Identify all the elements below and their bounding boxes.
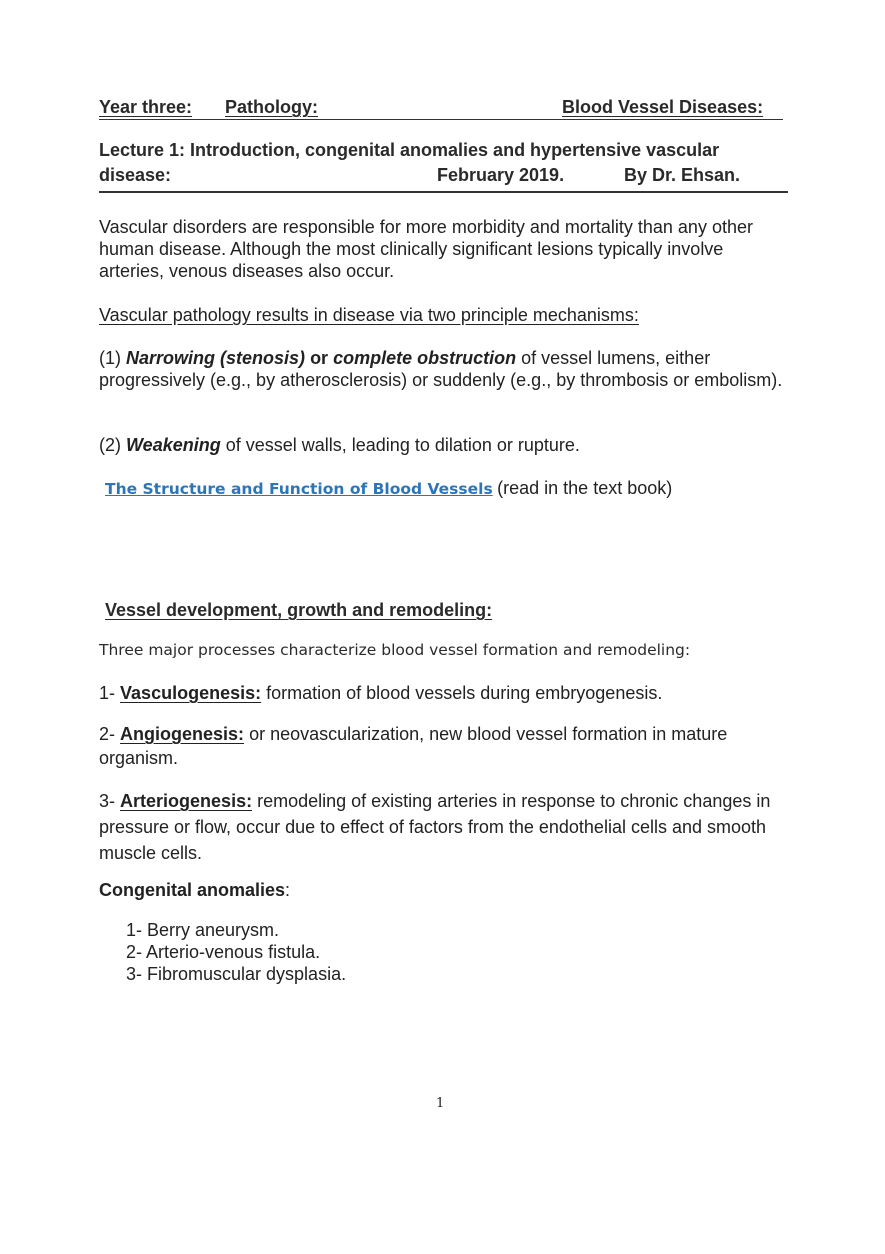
process-item-1 xyxy=(99,682,799,704)
process-3-number: 3- xyxy=(99,791,116,811)
mechanism-2-term: Weakening xyxy=(126,435,221,455)
topic-label: Blood Vessel Diseases: xyxy=(562,97,764,117)
header-underline xyxy=(99,119,783,120)
development-lead: Three major processes characterize blood vessel formation and remodeling: xyxy=(99,641,691,659)
congenital-colon: : xyxy=(285,880,291,900)
lecture-date: February 2019. xyxy=(437,165,565,185)
process-3-term: Arteriogenesis: xyxy=(120,791,253,811)
mechanism-1-term-obstruction: complete obstruction xyxy=(333,348,517,368)
mechanism-1-text: of vessel lumens, either progressively (e.g., by atherosclerosis) or suddenly (e.g., by thrombosis or embolism). xyxy=(99,348,783,390)
page-number: 1 xyxy=(436,1096,445,1111)
title-rule xyxy=(99,191,788,193)
congenital-list xyxy=(126,919,346,985)
process-2-number: 2- xyxy=(99,724,116,744)
lecture-title-cont: disease: xyxy=(99,165,172,185)
process-item-3 xyxy=(99,788,789,866)
intro-paragraph: Vascular disorders are responsible for more morbidity and mortality than any other human disease. Although the most clinically significant lesions typically involve arteries, venous diseases also occur. xyxy=(99,217,753,281)
subject-label: Pathology: xyxy=(225,97,318,117)
list-item: 3- Fibromuscular dysplasia. xyxy=(126,964,347,984)
mechanism-1-term-narrowing: Narrowing (stenosis) xyxy=(126,348,306,368)
list-item: 2- Arterio-venous fistula. xyxy=(126,942,321,962)
development-heading: Vessel development, growth and remodeling: xyxy=(105,600,493,620)
mechanisms-heading: Vascular pathology results in disease via two principle mechanisms: xyxy=(99,305,639,325)
reference-note: (read in the text book) xyxy=(497,478,673,498)
process-2-term: Angiogenesis: xyxy=(120,724,245,744)
year-label: Year three: xyxy=(99,97,193,117)
mechanism-1-number: (1) xyxy=(99,348,121,368)
process-2-text: or neovascularization, new blood vessel formation in mature organism. xyxy=(99,724,728,768)
mechanism-2-text: of vessel walls, leading to dilation or rupture. xyxy=(225,435,580,455)
mechanism-1-or: or xyxy=(310,348,329,368)
process-1-term: Vasculogenesis: xyxy=(120,683,262,703)
process-3-text: remodeling of existing arteries in response to chronic changes in pressure or flow, occur due to effect of factors from the endothelial cells and smooth muscle cells. xyxy=(99,791,771,863)
process-1-number: 1- xyxy=(99,683,116,703)
lecture-title: Lecture 1: Introduction, congenital anomalies and hypertensive vascular xyxy=(99,140,720,160)
lecture-author: By Dr. Ehsan. xyxy=(624,165,741,185)
congenital-heading-line xyxy=(99,879,290,901)
list-item: 1- Berry aneurysm. xyxy=(126,920,280,940)
mechanism-2 xyxy=(99,434,799,456)
process-item-2 xyxy=(99,722,739,770)
structure-function-link[interactable]: The Structure and Function of Blood Vessels xyxy=(105,480,493,498)
reference-line xyxy=(99,477,672,499)
congenital-heading: Congenital anomalies xyxy=(99,880,286,900)
process-1-text: formation of blood vessels during embryogenesis. xyxy=(266,683,663,703)
mechanism-1 xyxy=(99,347,789,391)
mechanism-2-number: (2) xyxy=(99,435,121,455)
